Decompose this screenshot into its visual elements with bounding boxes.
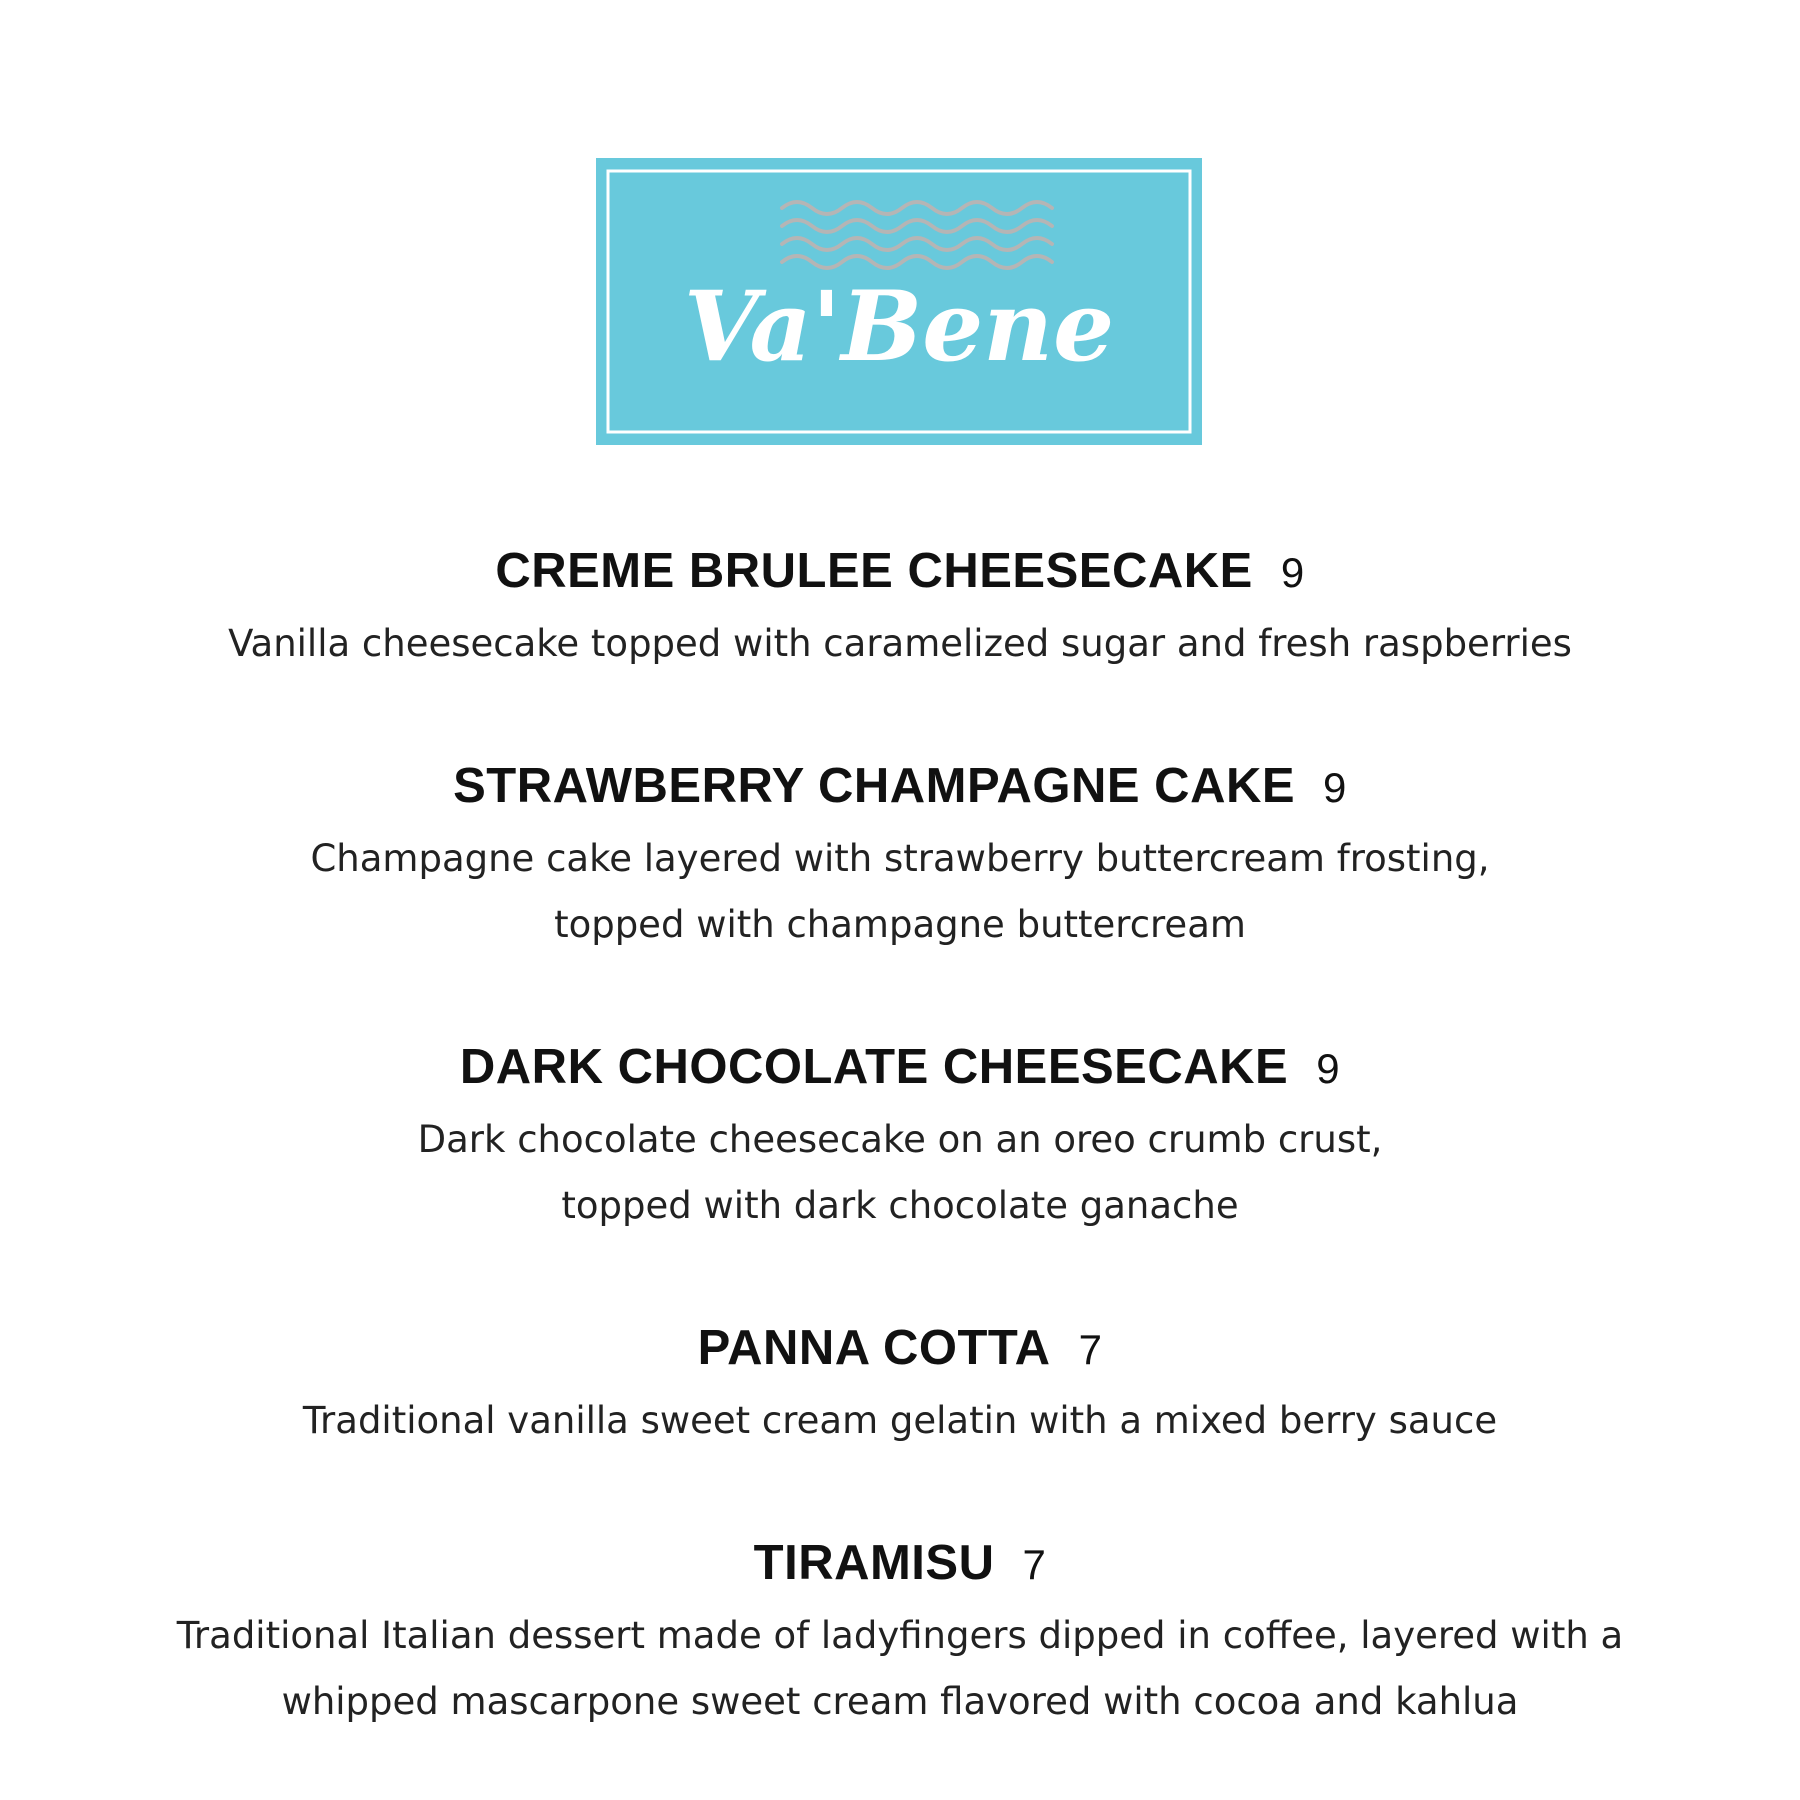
item-description	[0, 1388, 1800, 1454]
menu-item	[0, 1318, 1800, 1454]
item-price: 9	[1323, 764, 1347, 811]
item-description	[0, 1603, 1800, 1735]
item-heading	[0, 541, 1800, 603]
item-heading	[0, 1533, 1800, 1595]
menu-item	[0, 1037, 1800, 1239]
item-heading	[0, 1037, 1800, 1099]
item-description-line: Traditional Italian dessert made of ladyfingers dipped in coffee, layered with a	[176, 1614, 1624, 1657]
menu-item	[0, 1533, 1800, 1735]
item-description	[0, 1107, 1800, 1239]
svg-text:Va'Bene: Va'Bene	[683, 270, 1115, 383]
item-heading	[0, 756, 1800, 818]
item-description-line: topped with dark chocolate ganache	[561, 1184, 1239, 1227]
item-description	[0, 611, 1800, 677]
item-price: 9	[1280, 549, 1305, 596]
item-name: TIRAMISU	[753, 1536, 995, 1590]
menu-item	[0, 541, 1800, 677]
item-price: 7	[1078, 1326, 1103, 1373]
item-description-line: topped with champagne buttercream	[554, 903, 1246, 946]
item-description-line: Champagne cake layered with strawberry buttercream frosting,	[310, 837, 1490, 880]
menu-item	[0, 756, 1800, 958]
item-price: 9	[1316, 1045, 1341, 1092]
item-description-line: Vanilla cheesecake topped with caramelized sugar and fresh raspberries	[228, 622, 1572, 665]
item-description-line: whipped mascarpone sweet cream flavored with cocoa and kahlua	[281, 1680, 1519, 1723]
item-name: CREME BRULEE CHEESECAKE	[495, 544, 1253, 598]
item-name: STRAWBERRY CHAMPAGNE CAKE	[453, 759, 1296, 813]
item-name: DARK CHOCOLATE CHEESECAKE	[459, 1040, 1289, 1094]
item-heading	[0, 1318, 1800, 1380]
item-description-line: Dark chocolate cheesecake on an oreo crumb crust,	[417, 1118, 1383, 1161]
item-description-line: Traditional vanilla sweet cream gelatin with a mixed berry sauce	[302, 1399, 1498, 1442]
item-description	[0, 826, 1800, 958]
item-name: PANNA COTTA	[697, 1321, 1051, 1375]
item-price: 7	[1022, 1541, 1047, 1588]
